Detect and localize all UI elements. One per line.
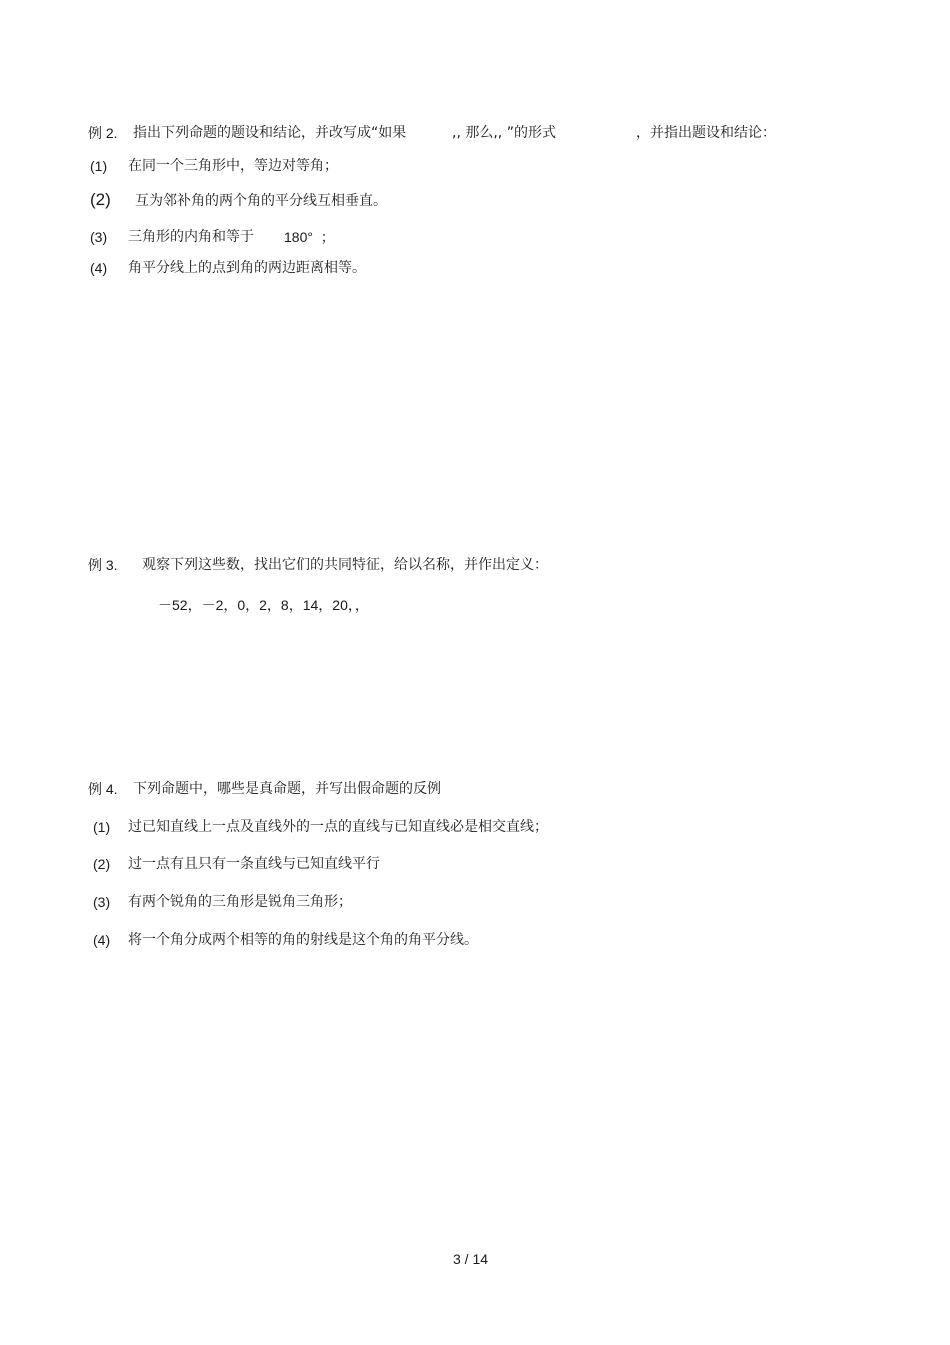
example2-item-3-value: 180° ； (284, 229, 335, 245)
example2-instruction-end: ，并指出题设和结论： (636, 125, 776, 141)
example2-item-1-number: (1) (90, 158, 108, 174)
example2-item-3-number: (3) (90, 229, 108, 245)
example4-item-1-text: 过已知直线上一点及直线外的一点的直线与已知直线必是相交直线； (128, 819, 548, 835)
example2-instruction: 指出下列命题的题设和结论，并改写成“如果 (133, 125, 407, 141)
example4-item-2-number: (2) (93, 856, 111, 872)
example4-instruction: 下列命题中，哪些是真命题，并写出假命题的反例 (133, 781, 441, 797)
example4-label: 例 4. (88, 781, 118, 797)
example2-item-3-text: 三角形的内角和等于 (128, 229, 254, 245)
example4-item-3-text: 有两个锐角的三角形是锐角三角形； (128, 894, 352, 910)
example4-item-1-number: (1) (93, 819, 111, 835)
example4-item-2-text: 过一点有且只有一条直线与已知直线平行 (128, 856, 380, 872)
example2-item-2-text: 互为邻补角的两个角的平分线互相垂直。 (135, 193, 387, 209)
example4-item-4-number: (4) (93, 932, 111, 948)
example2-item-1-text: 在同一个三角形中，等边对等角； (128, 158, 338, 174)
example2-item-4-number: (4) (90, 260, 108, 276)
example2-item-4-text: 角平分线上的点到角的两边距离相等。 (128, 260, 366, 276)
example2-instruction-mid: ,, 那么,, ”的形式 (452, 125, 556, 141)
example4-item-3-number: (3) (93, 894, 111, 910)
example3-instruction: 观察下列这些数，找出它们的共同特征，给以名称，并作出定义： (142, 557, 548, 573)
example3-number-sequence: －52，－2，0，2，8，14，20，， (158, 597, 369, 613)
example4-item-4-text: 将一个角分成两个相等的角的射线是这个角的角平分线。 (128, 932, 478, 948)
page-number: 3 / 14 (453, 1251, 489, 1267)
example2-label: 例 2. (88, 125, 118, 141)
example2-item-2-number: (2) (90, 190, 111, 209)
example3-label: 例 3. (88, 557, 118, 573)
